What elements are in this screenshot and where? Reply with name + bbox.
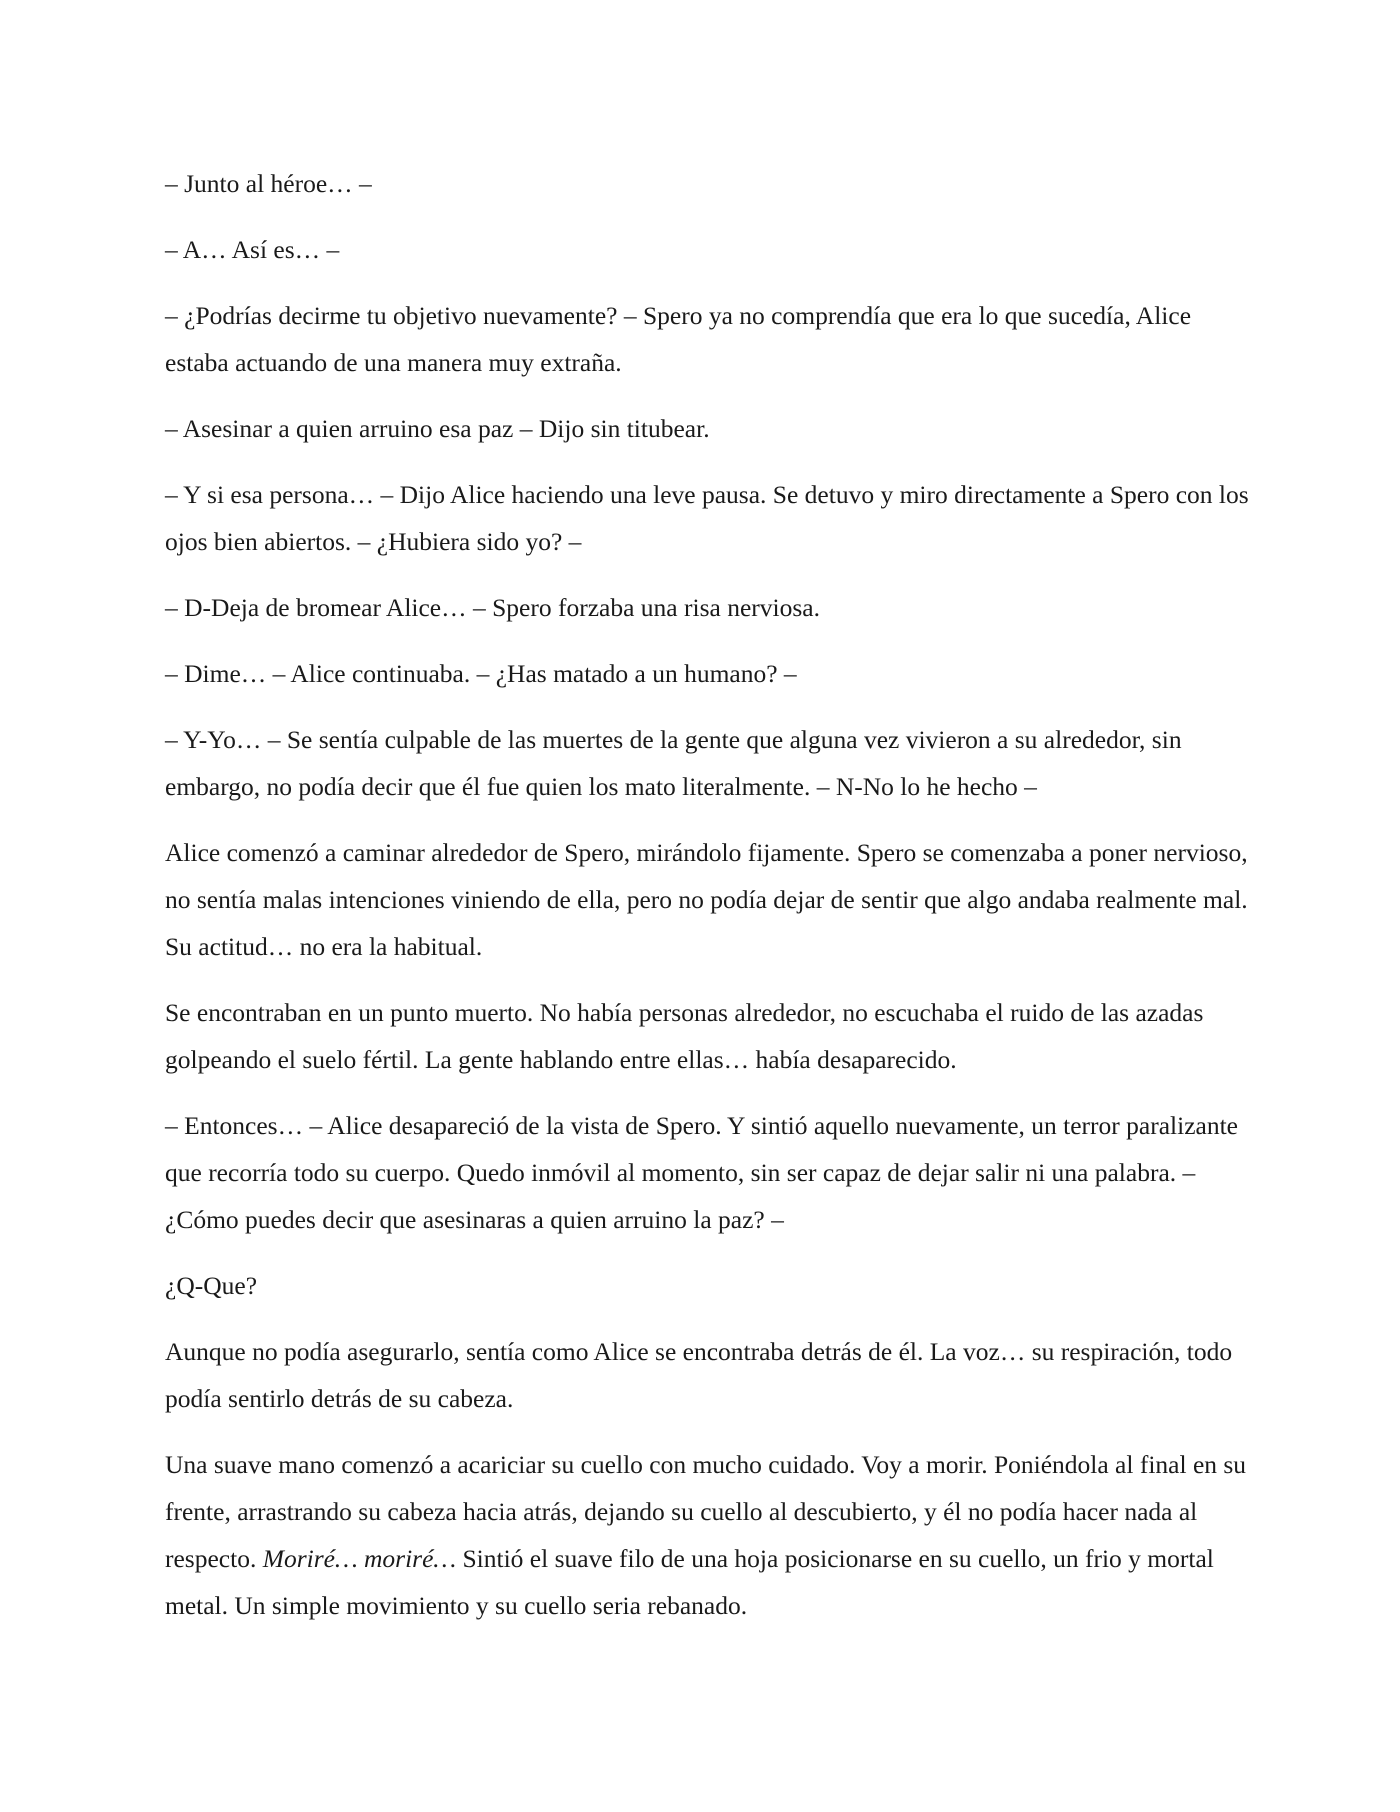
paragraph-text: – A… Así es… – — [165, 235, 340, 264]
paragraph-text-before: Una suave mano comenzó a acariciar su cuello con mucho cuidado. Voy a morir. Poniéndola al final en su frente, arrastrando su cabeza hacia atrás, dejando su cuello al descubierto, y él no podía hacer nada al respecto. — [165, 1450, 1247, 1573]
paragraph-text: Alice comenzó a caminar alrededor de Spero, mirándolo fijamente. Spero se comenzaba a poner nervioso, no sentía malas intenciones viniendo de ella, pero no podía dejar de sentir que algo andaba realmente mal. Su actitud… no era la habitual. — [165, 838, 1248, 961]
paragraph-text: – Junto al héroe… – — [165, 169, 372, 198]
paragraph-text: – Y si esa persona… – Dijo Alice haciendo una leve pausa. Se detuvo y miro directamente a Spero con los ojos bien abiertos. – ¿Hubiera sido yo? – — [165, 480, 1249, 556]
paragraph-text: – Dime… – Alice continuaba. – ¿Has matado a un humano? – — [165, 659, 797, 688]
paragraph-4 — [165, 405, 1255, 452]
paragraph-text: – Y-Yo… – Se sentía culpable de las muertes de la gente que alguna vez vivieron a su alrededor, sin embargo, no podía decir que él fue quien los mato literalmente. – N-No lo he hecho – — [165, 725, 1182, 801]
paragraph-text: – D-Deja de bromear Alice… – Spero forzaba una risa nerviosa. — [165, 593, 820, 622]
paragraph-text: – ¿Podrías decirme tu objetivo nuevamente? – Spero ya no comprendía que era lo que sucedía, Alice estaba actuando de una manera muy extraña. — [165, 301, 1192, 377]
paragraph-7 — [165, 650, 1255, 697]
italic-thought: Moriré… moriré… — [262, 1544, 457, 1573]
paragraph-5 — [165, 471, 1255, 565]
paragraph-14 — [165, 1441, 1255, 1629]
paragraph-text: Se encontraban en un punto muerto. No había personas alrededor, no escuchaba el ruido de las azadas golpeando el suelo fértil. La gente hablando entre ellas… había desaparecido. — [165, 998, 1204, 1074]
paragraph-11 — [165, 1102, 1255, 1243]
paragraph-text: – Asesinar a quien arruino esa paz – Dijo sin titubear. — [165, 414, 710, 443]
paragraph-1 — [165, 160, 1255, 207]
paragraph-9 — [165, 829, 1255, 970]
document-body — [165, 160, 1255, 1648]
paragraph-12 — [165, 1262, 1255, 1309]
paragraph-10 — [165, 989, 1255, 1083]
paragraph-text: – Entonces… – Alice desapareció de la vista de Spero. Y sintió aquello nuevamente, un terror paralizante que recorría todo su cuerpo. Quedo inmóvil al momento, sin ser capaz de dejar salir ni una palabra. – ¿Cómo puedes decir que asesinaras a quien arruino la paz? – — [165, 1111, 1238, 1234]
paragraph-text-after: Sintió el suave filo de una hoja posicionarse en su cuello, un frio y mortal metal. Un simple movimiento y su cuello seria rebanado. — [165, 1544, 1214, 1620]
paragraph-6 — [165, 584, 1255, 631]
paragraph-13 — [165, 1328, 1255, 1422]
paragraph-2 — [165, 226, 1255, 273]
paragraph-text: Aunque no podía asegurarlo, sentía como Alice se encontraba detrás de él. La voz… su respiración, todo podía sentirlo detrás de su cabeza. — [165, 1337, 1233, 1413]
paragraph-text: ¿Q-Que? — [165, 1271, 258, 1300]
paragraph-3 — [165, 292, 1255, 386]
paragraph-8 — [165, 716, 1255, 810]
